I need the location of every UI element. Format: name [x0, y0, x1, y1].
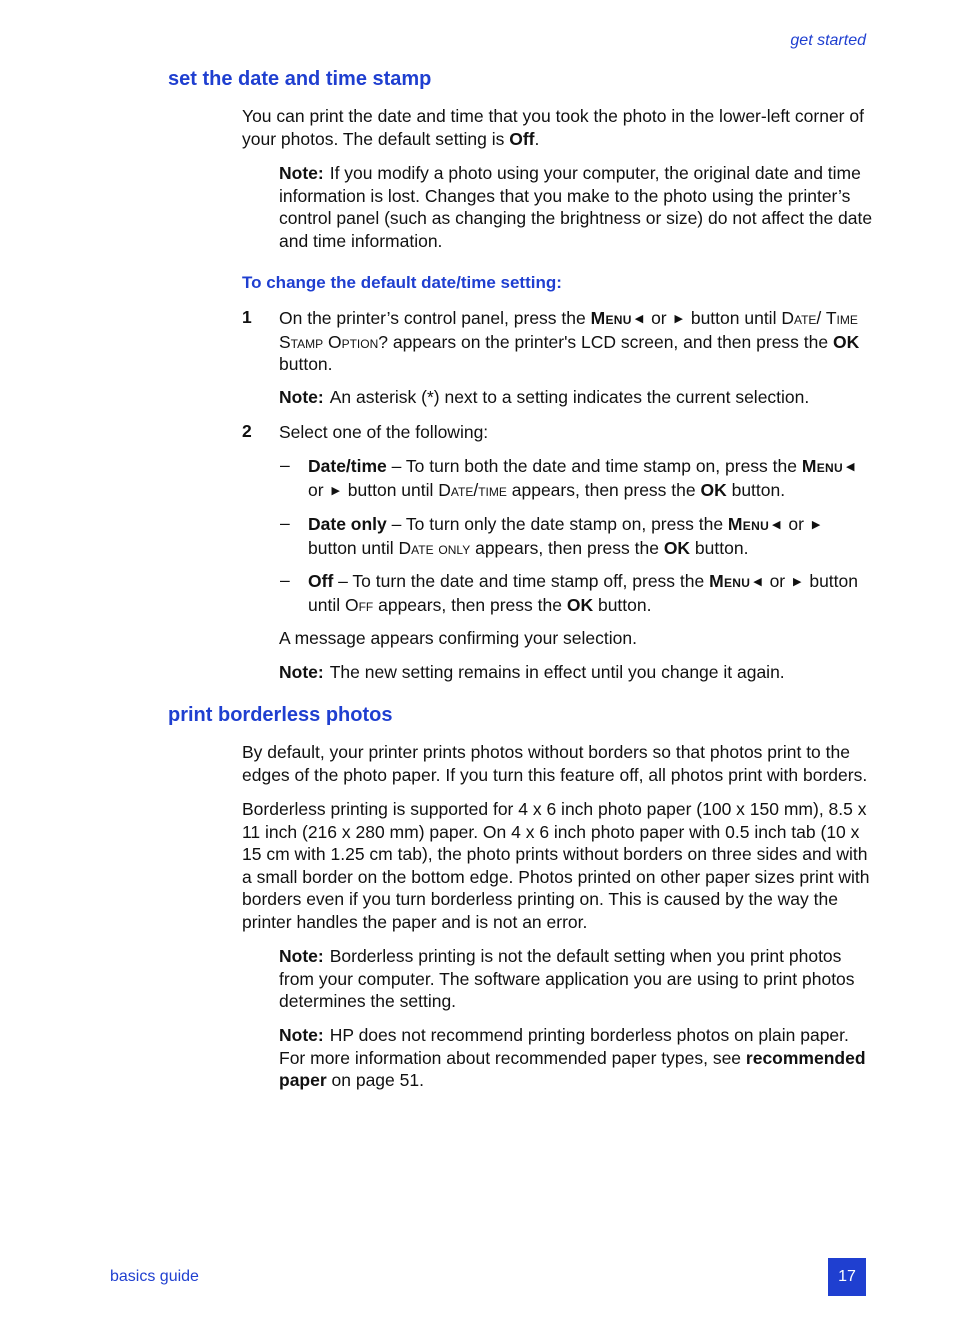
step-text: button. — [279, 354, 333, 374]
option-text: button. — [593, 594, 652, 615]
borderless-paragraph-2: Borderless printing is supported for 4 x 6 inch photo paper (100 x 150 mm), 8.5 x 11 inch (216 x 280 mm) paper. On 4 x 6 inch photo paper with 0.5 inch tab (10 x 15 cm with 1.25 cm tab), the photo prints without borders on three sides and with a small border on the bottom edge. Photos printed on other paper sizes print with borders even if you turn borderless printing on. This is caused by the way the printer handles the paper and is not an error. — [242, 799, 870, 932]
option-text: button. — [726, 479, 786, 500]
lcd-value: Date/time — [438, 479, 507, 500]
note-asterisk — [279, 386, 875, 409]
section-heading-borderless: print borderless photos — [168, 704, 393, 726]
step-text: ? appears on the printer's LCD screen, and then press the — [378, 331, 833, 352]
menu-button-name: Menu — [727, 514, 770, 534]
note-text: HP does not recommend printing borderless photos on plain paper. For more information about recommended paper types, see — [279, 1025, 849, 1068]
or-text: or — [783, 514, 809, 534]
left-triangle-icon: ◀ — [772, 519, 781, 531]
list-dash: – — [280, 455, 290, 475]
option-title: Date only — [308, 514, 387, 534]
default-value: Off — [509, 128, 535, 149]
right-triangle-icon: ▶ — [331, 484, 340, 497]
lcd-value: Date only — [398, 537, 471, 558]
borderless-paragraph-1: By default, your printer prints photos without borders so that photos print to the edges of the photo paper. If you turn this feature off, all photos print with borders. — [242, 742, 868, 785]
step-2-text: Select one of the following: — [279, 422, 489, 442]
left-triangle-icon: ◀ — [753, 576, 762, 588]
ok-button-name: OK — [832, 331, 860, 352]
right-triangle-icon: ▶ — [811, 519, 821, 531]
option-text: – To turn both the date and time stamp on, press the — [386, 456, 802, 476]
running-header: get started — [790, 32, 866, 49]
section-heading-date-time: set the date and time stamp — [168, 68, 432, 90]
note-plain-paper — [279, 1024, 875, 1092]
option-title: Off — [308, 571, 334, 591]
option-title: Date/time — [308, 456, 387, 476]
step-text: button until — [685, 308, 782, 328]
note-label: Note: — [279, 163, 324, 183]
or-text: or — [646, 308, 672, 328]
note-text: on page 51. — [326, 1070, 424, 1090]
option-text: button until — [308, 571, 858, 615]
option-text: button. — [690, 537, 749, 558]
note-label: Note: — [279, 387, 324, 407]
note-label: Note: — [279, 1025, 324, 1045]
note-borderless-default — [279, 945, 875, 1013]
ok-button-name: OK — [566, 594, 594, 615]
option-text: button until — [308, 537, 399, 558]
menu-button-name: Menu — [590, 308, 632, 328]
option-text: – To turn only the date stamp on, press the — [386, 514, 728, 534]
list-dash: – — [280, 513, 290, 533]
step-text: On the printer’s control panel, press the — [279, 308, 591, 328]
confirmation-text: A message appears confirming your selection. — [279, 628, 637, 648]
left-triangle-icon: ◀ — [634, 313, 644, 325]
option-text: appears, then press the — [506, 479, 701, 500]
footer-guide-title: basics guide — [110, 1268, 199, 1285]
lcd-option-name: Date/ Time Stamp Option — [279, 308, 858, 352]
note-text: An asterisk (*) next to a setting indicates the current selection. — [329, 387, 810, 407]
intro-end: . — [534, 128, 540, 149]
or-text: or — [308, 479, 329, 500]
option-date-only — [308, 513, 874, 559]
option-text: appears, then press the — [373, 594, 567, 615]
right-triangle-icon: ▶ — [674, 313, 683, 325]
or-text: or — [764, 571, 790, 591]
procedure-heading: To change the default date/time setting: — [242, 273, 562, 292]
note-label: Note: — [279, 946, 324, 966]
note-setting-effect — [279, 661, 875, 684]
option-date-time — [308, 455, 874, 502]
step-number: 1 — [242, 307, 252, 327]
menu-button-name: Menu — [801, 456, 843, 476]
step-number: 2 — [242, 421, 252, 441]
ok-button-name: OK — [663, 537, 691, 558]
menu-button-name: Menu — [709, 571, 751, 591]
ok-button-name: OK — [700, 479, 727, 500]
left-triangle-icon: ◀ — [845, 461, 855, 473]
option-text: button until — [342, 479, 439, 500]
intro-paragraph — [242, 105, 872, 150]
option-text: appears, then press the — [470, 537, 664, 558]
option-off — [308, 570, 874, 616]
note-text: The new setting remains in effect until you change it again. — [329, 662, 785, 682]
option-text: – To turn the date and time stamp off, press the — [333, 571, 710, 591]
note-text: If you modify a photo using your computer, the original date and time information is lost. Changes that you make to the photo using the printer’s control panel (such as changing the brightness or size) do not affect the date and time information. — [279, 163, 873, 251]
lcd-value: Off — [344, 594, 374, 615]
step-1-text — [279, 307, 875, 376]
note-text: Borderless printing is not the default setting when you print photos from your computer. The software application you are using to print photos determines the setting. — [279, 946, 855, 1011]
intro-text: You can print the date and time that you took the photo in the lower-left corner of your photos. The default setting is — [242, 106, 864, 149]
note-label: Note: — [279, 662, 324, 682]
list-dash: – — [280, 570, 290, 590]
recommended-paper-link[interactable]: recommended paper — [279, 1047, 866, 1090]
note-modify — [279, 162, 875, 252]
page-number: 17 — [828, 1258, 866, 1296]
right-triangle-icon: ▶ — [793, 576, 802, 588]
